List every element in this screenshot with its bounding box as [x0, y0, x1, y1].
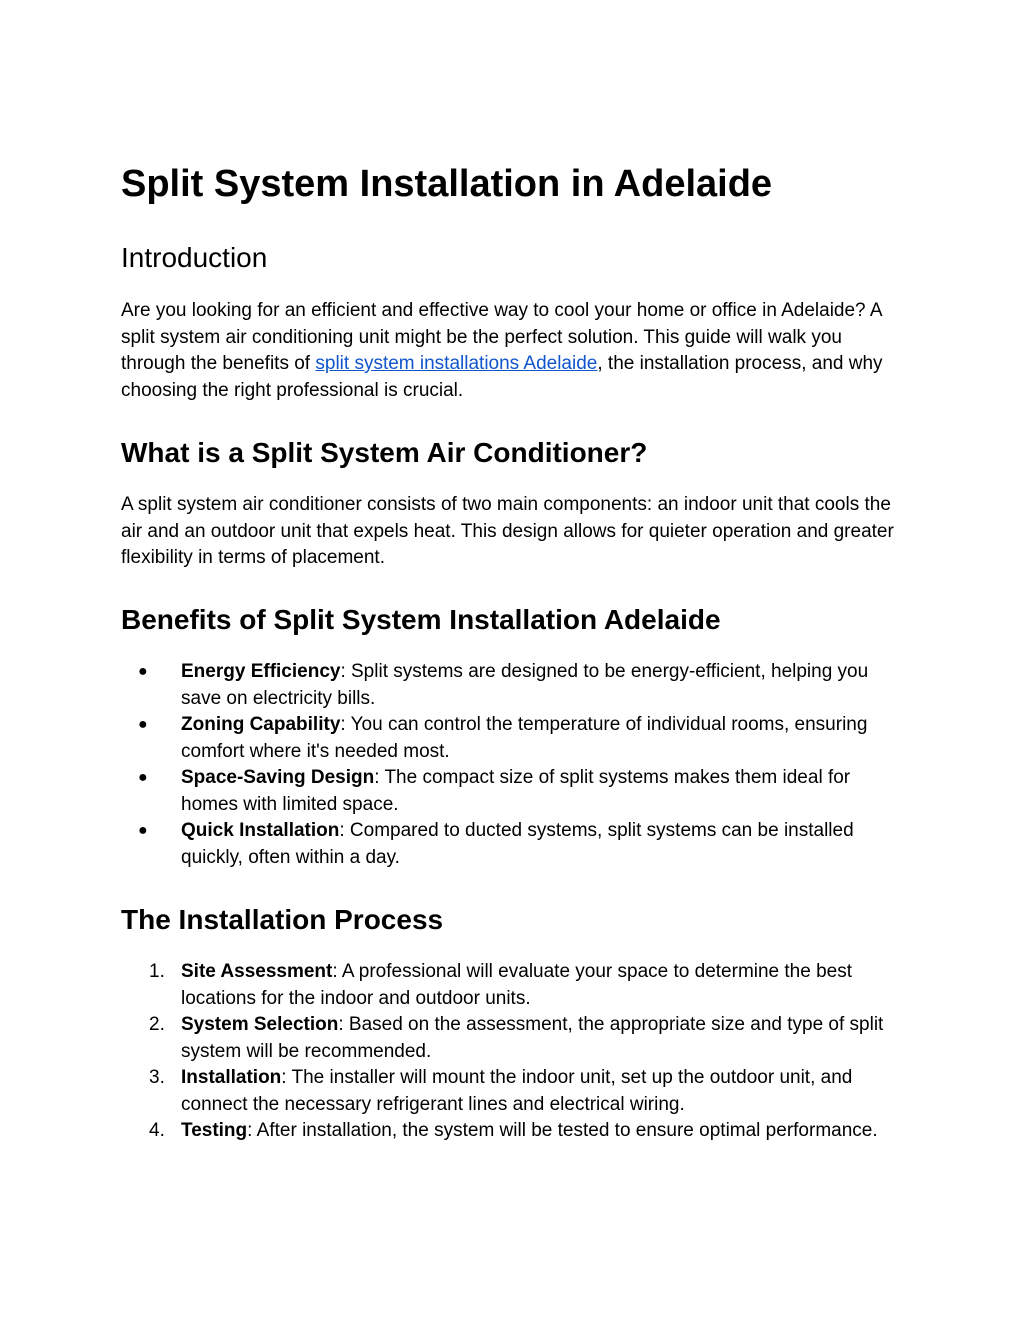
step-term: Site Assessment [181, 961, 333, 982]
intro-text-before-link: Are you looking for an efficient and effective way to cool your home or office in Adelaide? A split system air conditioning unit might be the perfect solution. This guide will walk you through the benefits of [121, 300, 882, 374]
process-heading: The Installation Process [121, 904, 444, 935]
list-item [121, 765, 911, 818]
bullet-icon: ● [138, 663, 148, 680]
what-is-paragraph: A split system air conditioner consists of two main components: an indoor unit that cools the air and an outdoor unit that expels heat. This design allows for quieter operation and greater flexibility in terms of placement. [121, 494, 894, 568]
list-item [121, 659, 911, 712]
bullet-icon: ● [138, 769, 148, 786]
list-item [121, 1012, 911, 1065]
list-item [121, 959, 911, 1012]
step-term: Testing [181, 1120, 248, 1141]
benefit-desc: : Compared to ducted systems, split systems can be installed quickly, often within a day. [181, 820, 854, 868]
step-number: 3. [149, 1067, 165, 1088]
list-item [121, 818, 911, 871]
bullet-icon: ● [138, 822, 148, 839]
benefits-list [121, 659, 911, 871]
intro-text-after-link: , the installation process, and why choosing the right professional is crucial. [121, 353, 883, 401]
intro-paragraph [121, 298, 911, 404]
list-item [121, 1065, 911, 1118]
benefit-desc: : The compact size of split systems makes them ideal for homes with limited space. [181, 767, 851, 815]
list-item [121, 712, 911, 765]
step-desc: : The installer will mount the indoor unit, set up the outdoor unit, and connect the necessary refrigerant lines and electrical wiring. [181, 1067, 853, 1115]
benefit-term: Quick Installation [181, 820, 340, 841]
step-number: 2. [149, 1014, 165, 1035]
benefit-term: Energy Efficiency [181, 661, 341, 682]
benefit-desc: : You can control the temperature of individual rooms, ensuring comfort where it's needed most. [181, 714, 868, 762]
benefits-heading: Benefits of Split System Installation Adelaide [121, 604, 721, 635]
page-title: Split System Installation in Adelaide [121, 163, 773, 205]
what-is-heading: What is a Split System Air Conditioner? [121, 437, 648, 468]
intro-heading: Introduction [121, 242, 268, 273]
benefit-desc: : Split systems are designed to be energy-efficient, helping you save on electricity bills. [181, 661, 869, 709]
step-desc: : A professional will evaluate your space to determine the best locations for the indoor and outdoor units. [181, 961, 853, 1009]
benefit-term: Space-Saving Design [181, 767, 375, 788]
process-list [121, 959, 911, 1145]
list-item [121, 1118, 911, 1145]
step-number: 4. [149, 1120, 165, 1141]
split-system-installations-link[interactable]: split system installations Adelaide [315, 353, 598, 374]
step-term: System Selection [181, 1014, 339, 1035]
step-desc: : After installation, the system will be tested to ensure optimal performance. [247, 1120, 878, 1141]
step-number: 1. [149, 961, 165, 982]
benefit-term: Zoning Capability [181, 714, 341, 735]
step-desc: : Based on the assessment, the appropriate size and type of split system will be recommended. [181, 1014, 884, 1062]
bullet-icon: ● [138, 716, 148, 733]
step-term: Installation [181, 1067, 282, 1088]
